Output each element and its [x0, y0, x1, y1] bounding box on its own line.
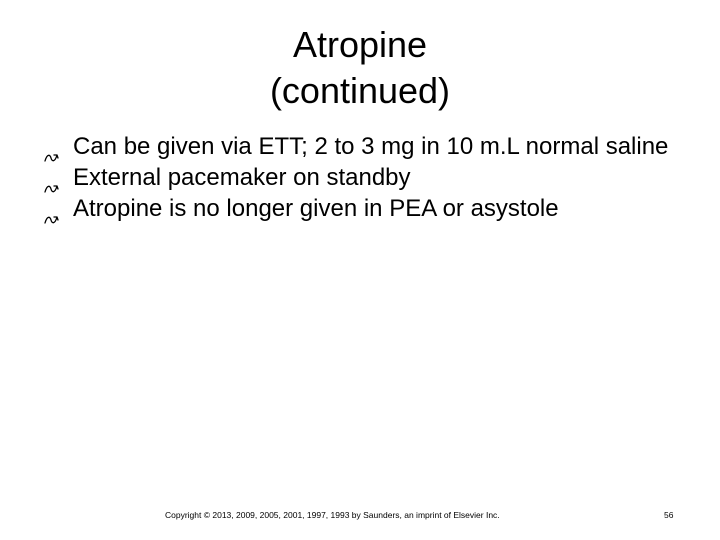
bullet-text: Atropine is no longer given in PEA or asystole — [73, 195, 559, 222]
slide-footer — [0, 508, 720, 524]
curly-bullet-icon — [44, 143, 60, 155]
bullet-text: External pacemaker on standby — [73, 164, 411, 191]
slide-title — [0, 22, 720, 114]
bullet-text: Can be given via ETT; 2 to 3 mg in 10 m.L normal saline — [73, 133, 669, 160]
curly-bullet-icon — [44, 174, 60, 186]
page-number: 56 — [664, 510, 674, 520]
curly-bullet-icon — [44, 205, 60, 217]
bullet-item — [44, 195, 704, 223]
slide-title-line: (continued) — [269, 70, 451, 111]
bullet-list — [44, 133, 704, 226]
slide-title-line: Atropine — [292, 24, 428, 65]
bullet-item — [44, 133, 704, 161]
bullet-item — [44, 164, 704, 192]
copyright-notice: Copyright © 2013, 2009, 2005, 2001, 1997, 1993 by Saunders, an imprint of Elsevier Inc. — [165, 510, 500, 520]
